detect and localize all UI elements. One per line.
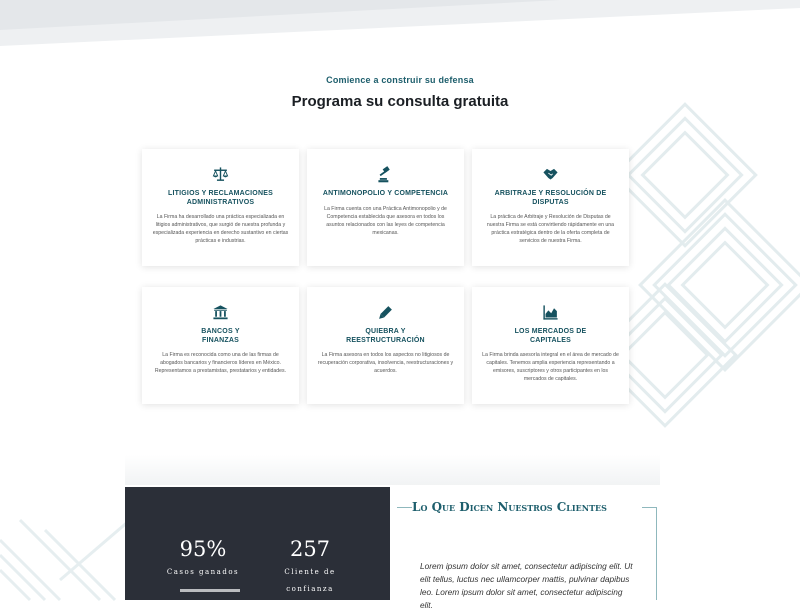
- background-pattern-left: [0, 520, 130, 600]
- stats-panel: [125, 487, 390, 600]
- stat-value-cropped: [180, 589, 240, 603]
- stat-value: 95%: [179, 537, 227, 561]
- pen-icon: [317, 301, 454, 323]
- stat-trusted-clients: [275, 537, 345, 598]
- card-title: ARBITRAJE Y RESOLUCIÓN DE DISPUTAS: [494, 190, 607, 206]
- card-title: QUIEBRA Y REESTRUCTURACIÓN: [346, 328, 425, 344]
- stat-label: Cliente de confianza: [284, 568, 336, 593]
- practice-card-mercados[interactable]: [472, 287, 629, 404]
- handshake-icon: [482, 163, 619, 185]
- card-description: La Firma cuenta con una Práctica Antimonopolio y de Competencia establecida que asesora en todos los asuntos relacionados con las leyes de competencia mexicanas.: [324, 205, 447, 236]
- card-title: LOS MERCADOS DE CAPITALES: [514, 328, 587, 344]
- stat-cases-won: [157, 537, 249, 581]
- bank-icon: [152, 301, 289, 323]
- card-description: La práctica de Arbitraje y Resolución de Disputas de nuestra Firma se está convirtiendo rápidamente en una práctica estratégica dentro de la oferta completa de servicios de nuestra Firma.: [486, 214, 615, 244]
- practice-card-antimonopolio[interactable]: [307, 149, 464, 266]
- stat-value: 257: [289, 537, 331, 561]
- top-decorative-band: [0, 0, 800, 46]
- testimonials-title: Lo Que Dicen Nuestros Clientes: [412, 500, 642, 515]
- chart-icon: [482, 301, 619, 323]
- card-description: La Firma asesora en todos los aspectos no litigiosos de recuperación corporativa, insolvencia, reestructuraciones y acuerdos.: [317, 352, 454, 374]
- card-description: La Firma ha desarrollado una práctica especializada en litigios administrativos, que surgió de nuestra profunda y especializada experiencia en derecho sustantivo en ciertas prácticas e industrias.: [152, 214, 289, 244]
- card-title: ANTIMONOPOLIO Y COMPETENCIA: [322, 190, 449, 197]
- card-title: BANCOS Y FINANZAS: [201, 328, 240, 344]
- practice-card-bancos[interactable]: [142, 287, 299, 404]
- practice-card-quiebra[interactable]: [307, 287, 464, 404]
- section-shadow: [125, 455, 660, 485]
- scales-icon: [152, 163, 289, 185]
- card-description: La Firma es reconocida como una de las firmas de abogados bancarios y financieros líderes en México. Representamos a prestamistas, prestatarios y entidades.: [154, 352, 287, 374]
- stat-label: Casos ganados: [166, 568, 240, 576]
- gavel-icon: [317, 163, 454, 185]
- section-eyebrow: Comience a construir su defensa: [326, 75, 474, 85]
- practice-card-litigios[interactable]: [142, 149, 299, 266]
- section-heading: Programa su consulta gratuita: [291, 93, 509, 110]
- card-description: La Firma brinda asesoría integral en el área de mercado de capitales. Tenemos amplia experiencia representando a emisores, suscriptores y otros participantes en los mercados de capitales.: [482, 352, 619, 382]
- practice-card-arbitraje[interactable]: [472, 149, 629, 266]
- card-title: LITIGIOS Y RECLAMACIONES ADMINISTRATIVOS: [168, 190, 273, 206]
- testimonial-quote: Lorem ipsum dolor sit amet, consectetur adipiscing elit. Ut elit tellus, luctus nec ullamcorper mattis, pulvinar dapibus leo. Lorem ipsum dolor sit amet, consectetur adipiscing elit.: [420, 561, 633, 610]
